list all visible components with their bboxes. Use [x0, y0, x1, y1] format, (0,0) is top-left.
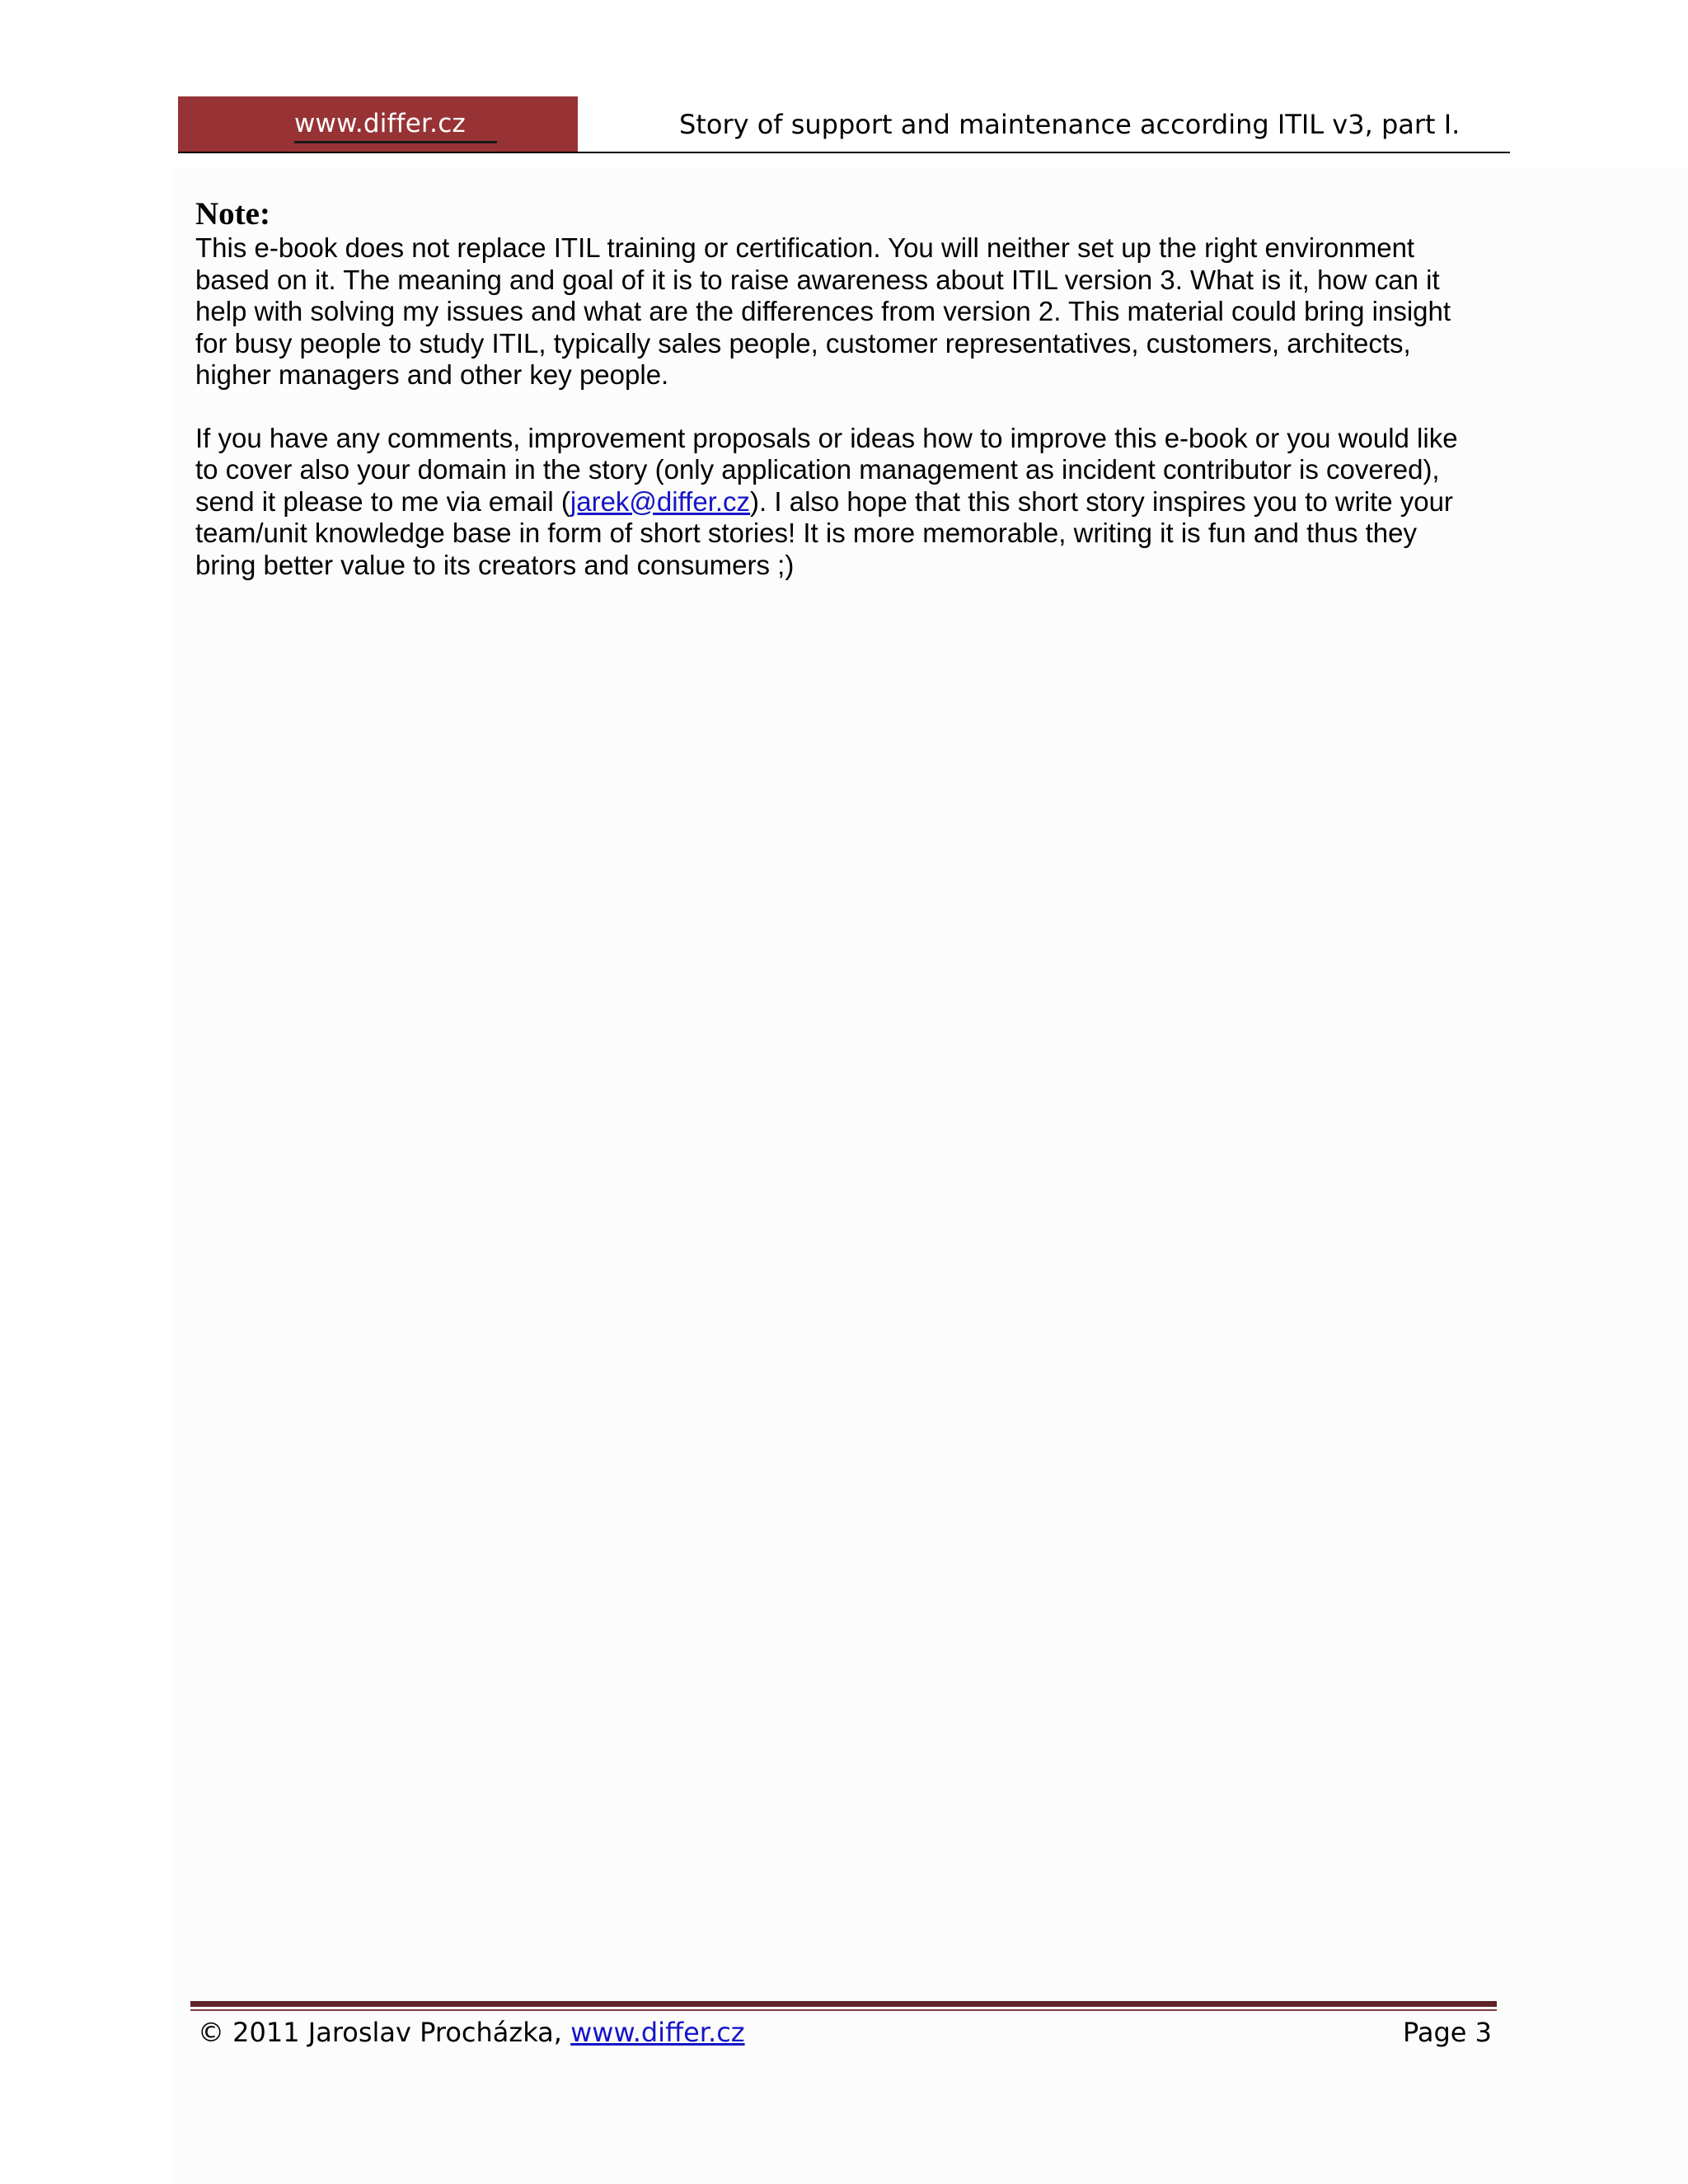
text-line: based on it. The meaning and goal of it is to raise awareness about ITIL version 3. What is it, how can it	[195, 264, 1440, 295]
paragraph-spacer	[195, 391, 1498, 423]
footer-copyright	[198, 2017, 745, 2048]
page-number: Page 3	[1403, 2017, 1492, 2048]
copyright-text: © 2011 Jaroslav Procházka,	[198, 2017, 571, 2048]
text-line: for busy people to study ITIL, typically sales people, customer representatives, customers, architects,	[195, 327, 1411, 359]
header-link-underline	[294, 141, 497, 143]
page-header	[178, 96, 1510, 153]
note-paragraph-2	[195, 423, 1498, 582]
header-brand-box	[178, 96, 578, 152]
footer-site-link[interactable]: www.differ.cz	[570, 2017, 745, 2048]
text-line-with-email	[195, 486, 1498, 518]
text-line: to cover also your domain in the story (only application management as incident contributor is covered),	[195, 454, 1440, 485]
text-line: This e-book does not replace ITIL training or certification. You will neither set up the right environment	[195, 232, 1415, 263]
main-content	[195, 196, 1498, 581]
text-line: bring better value to its creators and consumers ;)	[195, 549, 795, 580]
footer-rule-thin	[190, 2009, 1497, 2011]
text-line: If you have any comments, improvement proposals or ideas how to improve this e-book or you would like	[195, 422, 1458, 453]
text-line: help with solving my issues and what are the differences from version 2. This material could bring insight	[195, 296, 1451, 326]
note-heading: Note:	[195, 196, 270, 232]
text-line: higher managers and other key people.	[195, 359, 669, 390]
email-link[interactable]: jarek@differ.cz	[570, 485, 751, 517]
header-site-link[interactable]: www.differ.cz	[294, 109, 466, 138]
text-fragment: send it please to me via email (	[195, 485, 570, 517]
header-title: Story of support and maintenance according ITIL v3, part I.	[679, 109, 1461, 140]
note-paragraph-1	[195, 232, 1498, 391]
text-line: team/unit knowledge base in form of short stories! It is more memorable, writing it is fun and thus they	[195, 518, 1418, 548]
text-fragment: ). I also hope that this short story inspires you to write your	[750, 485, 1453, 517]
footer-rule	[190, 2001, 1497, 2007]
